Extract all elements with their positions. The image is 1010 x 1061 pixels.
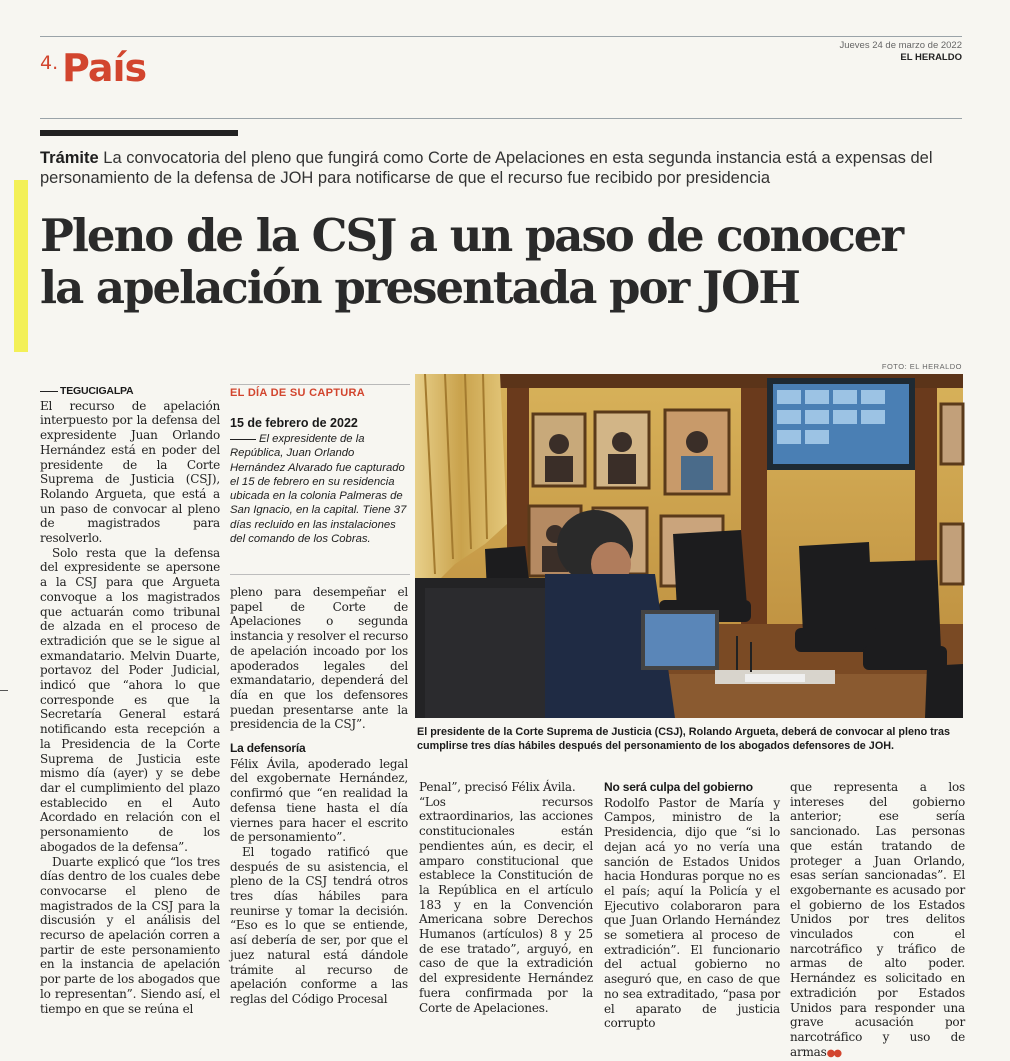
headline-line-1: Pleno de la CSJ a un paso de conocer [40,209,903,262]
sidebar-date: 15 de febrero de 2022 [230,416,358,430]
margin-tick [0,690,8,691]
news-photo [415,374,963,718]
publication-date: Jueves 24 de marzo de 2022 [839,40,962,51]
paragraph: “Los recursos extraordinarios, las acciones constitucionales están pendientes aún, es decir, el amparo constitucional que establece la Constitución de la República en el artículo 183 y en la Convención Americana sobre Derechos Humanos (artículos) 8 y 25 de ese tratado”, arguyó, en caso de que la extradición del expresidente Hernández fuera confirmada por la Corte de Apelaciones. [419,794,593,1015]
paragraph: Félix Ávila, apoderado legal del exgobernate Hernández, confirmó que “en realidad la defensa tiene hasta el día viernes para hacer el escrito de personamiento”. [230,756,408,845]
article-column-2 [230,585,408,1007]
paragraph: Rodolfo Pastor de María y Campos, ministro de la Presidencia, dijo que “si lo dejan acá yo no vería una sanción de Estados Unidos hacia Honduras porque no es el país; aquí la Policía y el Ejecutivo colaboraron para que Juan Orlando Hernández se sometiera al proceso de extradición”. El funcionario del actual gobierno no aseguró que, en caso de que no sea extraditado, “pasa por el aparato de justicia corrupto [604,795,780,1031]
subhead-defensoria: La defensoría [230,741,306,756]
paragraph: El togado ratificó que después de su asistencia, el pleno de la CSJ tendrá otros tres días hábiles para reunirse y tomar la decisión. “Eso es lo que se entiende, así debería de ser, por que el juez natural está dándole trámite al recurso de apelación conforme a las reglas del Código Procesal [230,844,408,1006]
newspaper-name: EL HERALDO [900,52,962,63]
paragraph: Duarte explicó que “los tres días dentro de los cuales debe convocarse el pleno de magistrados de la CSJ para la discusión y el análisis del recurso de apelación corren a partir de este personamiento en la instancia de apelación por parte de los abogados que lo representan”. Siendo así, el tiempo en que se reúna el [40,854,220,1016]
kicker-label: Trámite [40,149,99,167]
headline-line-2: la apelación presentada por JOH [40,261,799,314]
photo-illustration [415,374,963,718]
sidebar-heading: EL DÍA DE SU CAPTURA [230,384,410,399]
sidebar-text [230,432,408,546]
article-column-3 [419,780,593,1015]
photo-caption: El presidente de la Corte Suprema de Justicia (CSJ), Rolando Argueta, deberá de convocar al pleno tras cumplirse tres días hábiles después del personamiento de los abogados defensores de JOH. [417,726,950,752]
kicker [40,148,965,188]
highlighter-mark [14,180,28,352]
top-rule [40,36,962,37]
subhead-gobierno: No será culpa del gobierno [604,780,753,794]
section-name: País [62,46,147,90]
sidebar-rule [230,574,410,575]
paragraph: pleno para desempeñar el papel de Corte de Apelaciones o segunda instancia y resolver el recurso de apelación incoado por los apoderados legales del exmandatario, dependerá del día en que los defensores puedan presentarse ante la presidencia de la CSJ”. [230,585,409,732]
sidebar-body: El expresidente de la República, Juan Orlando Hernández Alvarado fue capturado el 15 de febrero en su residencia ubicada en la colonia Palmeras de San Ignacio, en la capital. Tiene 37 días recluido en las instalaciones del comando de los Cobras. [230,433,407,546]
paragraph: El recurso de apelación interpuesto por la defensa del expresidente Juan Orlando Hernández está en poder del presidente de la Corte Suprema de Justicia (CSJ), Rolando Argueta, que está a un paso de convocar al pleno de magistrados para resolverlo. [40,398,220,546]
article-column-5 [790,780,965,1061]
paragraph [790,780,965,1061]
paragraph-text: que representa a los intereses del gobierno anterior; ese sería sancionado. Las personas que están tratando de proteger a Juan Orlando, esas serían sancionadas”. El exgobernante es acusado por el gobierno de los Estados Unidos por tres delitos vinculados con el narcotráfico y tráfico de armas de alto poder. Hernández es solicitado en extradición por Estados Unidos para responder una grave acusación por narcotráfico y uso de armas [790,780,965,1059]
location-label: TEGUCIGALPA [40,384,220,399]
headline [40,210,970,314]
header-rule [40,118,962,119]
section-number: 4. [40,52,59,74]
photo-credit: FOTO: EL HERALDO [881,362,962,371]
end-mark: ●● [826,1047,841,1059]
kicker-text: La convocatoria del pleno que fungirá como Corte de Apelaciones en esta segunda instancia está a expensas del personamiento de la defensa de JOH para notificarse de que el recurso fue recibido por presidencia [40,149,933,187]
paragraph: Solo resta que la defensa del expresidente se apersone a la CSJ para que Argueta convoque a los magistrados que actuarán como tribunal de alzada en el proceso de extradición que se le sigue al exmandatario. Melvin Duarte, portavoz del Poder Judicial, indicó que “ahora lo que corresponde es que la Secretaría General estará notificando esta recepción a la Presidencia de la Corte Suprema de Justicia este mismo día (ayer) y se debe dar el cumplimiento del plazo establecido en el Auto Acordado en relación con el personamiento de los abogados de la defensa”. [40,545,220,854]
header-bar [40,130,238,136]
article-column-4 [604,780,780,1031]
paragraph: Penal”, precisó Félix Ávila. [419,780,576,794]
dateline [839,40,962,64]
article-column-1 [40,384,220,1016]
